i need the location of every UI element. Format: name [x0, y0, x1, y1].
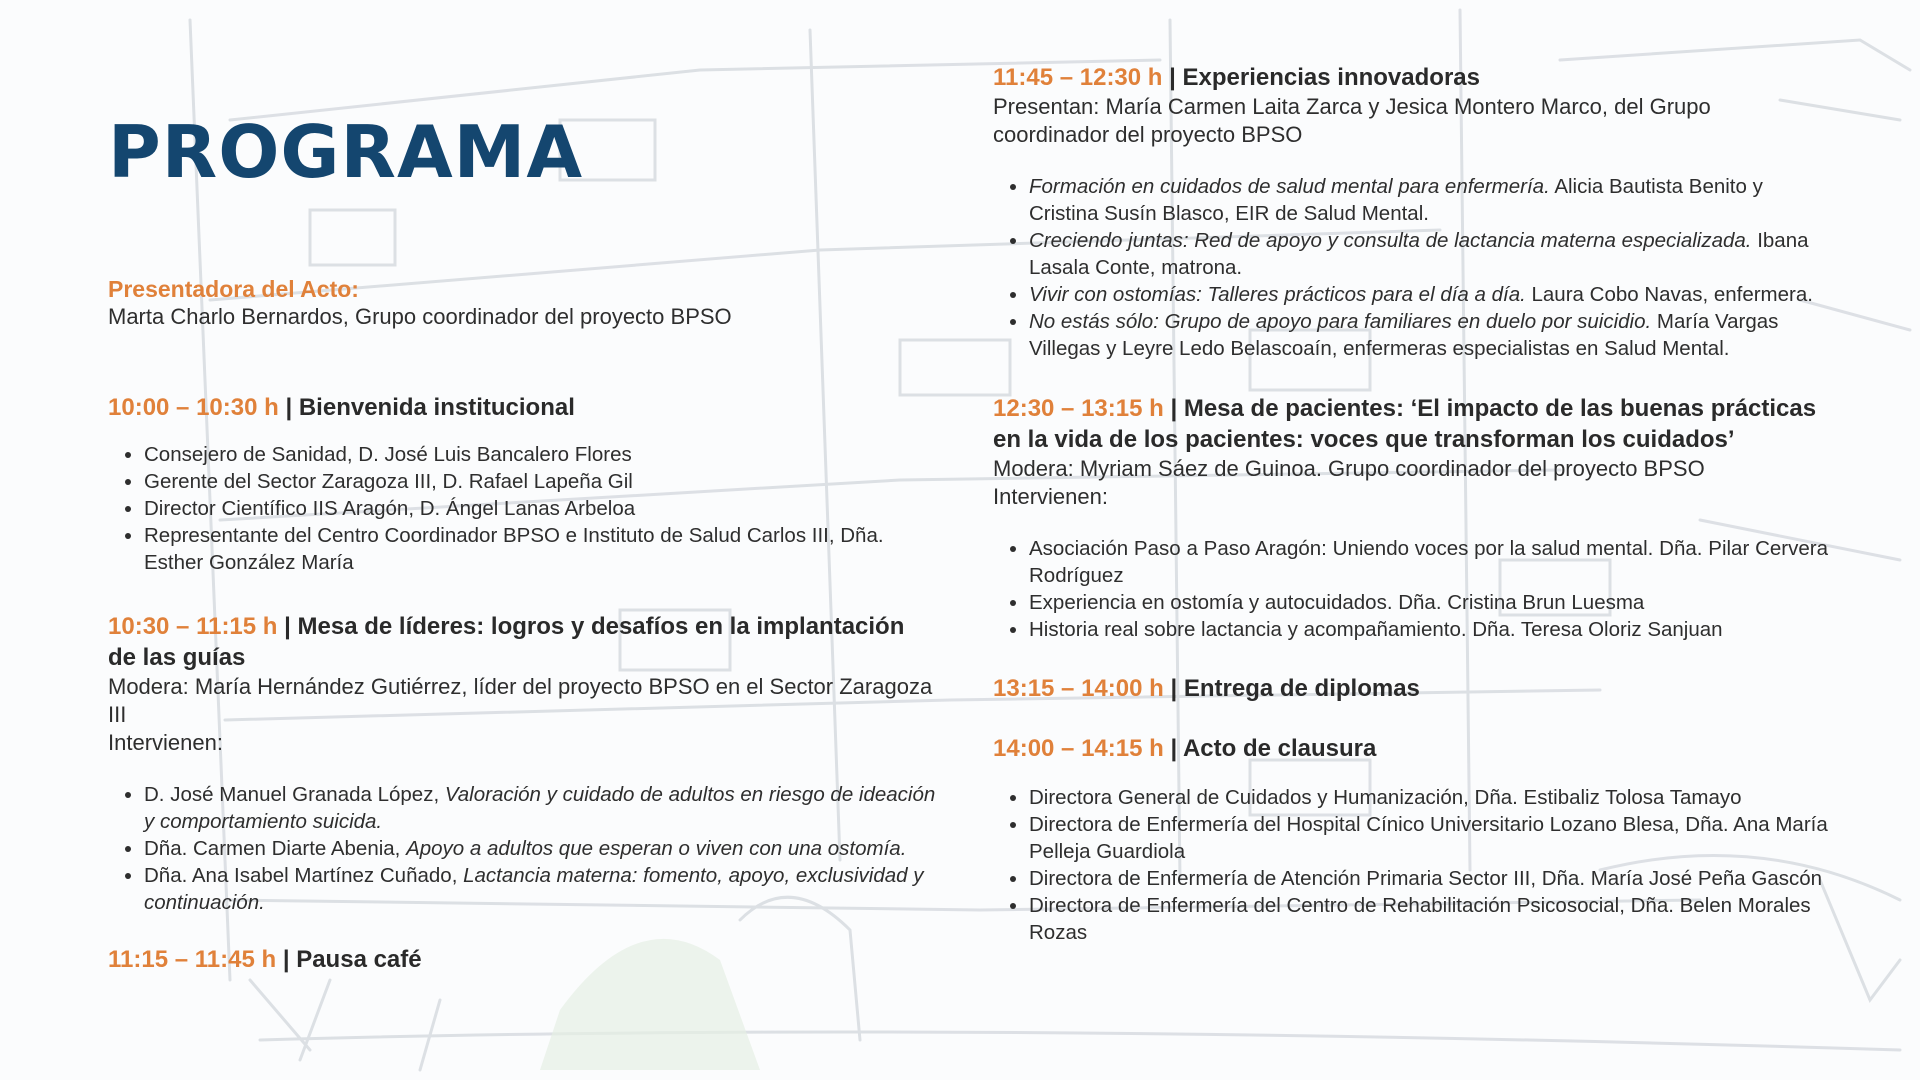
session-heading	[108, 944, 938, 975]
presenter-block	[108, 276, 938, 331]
list-item: • Director Científico IIS Aragón, D. Ángel Lanas Arbeloa	[144, 495, 938, 522]
session-title: Mesa de pacientes: ‘El impacto de las buenas prácticas en la vida de los pacientes: voces que transforman los cuidados’	[993, 395, 1817, 453]
speaker-name: D. José Manuel Granada López,	[144, 783, 445, 806]
experience-topic: Formación en cuidados de salud mental para enfermería.	[1029, 175, 1550, 198]
list-item	[144, 781, 938, 835]
session-moderator: Modera: María Hernández Gutiérrez, líder del proyecto BPSO en el Sector Zaragoza III	[108, 674, 933, 727]
presenter-label: Presentadora del Acto:	[108, 276, 359, 302]
session-block	[993, 62, 1828, 362]
session-block	[993, 733, 1828, 946]
session-separator: |	[1170, 395, 1178, 422]
experience-people: Alicia Bautista Benito y Cristina Susín Blasco, EIR de Salud Mental.	[1029, 175, 1763, 225]
session-title: Pausa café	[296, 946, 422, 973]
list-item	[1029, 173, 1828, 227]
speaker-name: Dña. Carmen Diarte Abenia,	[144, 837, 407, 860]
list-item: • Representante del Centro Coordinador BPSO e Instituto de Salud Carlos III, Dña. Esther González María	[144, 522, 938, 576]
list-item: • Directora de Enfermería del Hospital Cínico Universitario Lozano Blesa, Dña. Ana María Pelleja Guardiola	[1029, 811, 1828, 865]
speaker-list	[993, 784, 1828, 946]
session-title: Entrega de diplomas	[1183, 675, 1420, 702]
session-heading	[993, 62, 1828, 93]
session-block	[108, 611, 938, 916]
session-title: Acto de clausura	[1182, 735, 1377, 762]
session-time: 12:30 – 13:15 h	[993, 395, 1164, 422]
session-moderator: Modera: Myriam Sáez de Guinoa. Grupo coordinador del proyecto BPSO	[993, 456, 1705, 481]
session-time: 14:00 – 14:15 h	[993, 735, 1164, 762]
session-separator: |	[1170, 735, 1178, 762]
experience-topic: Creciendo juntas: Red de apoyo y consulta de lactancia materna especializada.	[1029, 229, 1752, 252]
session-separator: |	[284, 613, 291, 640]
list-item: • Experiencia en ostomía y autocuidados. Dña. Cristina Brun Luesma	[1029, 589, 1828, 616]
speaker-topic: Valoración y cuidado de adultos en riesgo de ideación y comportamiento suicida.	[144, 783, 936, 833]
session-heading	[108, 611, 938, 673]
list-item: • Directora General de Cuidados y Humanización, Dña. Estibaliz Tolosa Tamayo	[1029, 784, 1828, 811]
experience-people: Ibana Lasala Conte, matrona.	[1029, 229, 1809, 279]
list-item	[1029, 308, 1828, 362]
experience-topic: No estás sólo: Grupo de apoyo para familiares en duelo por suicidio.	[1029, 310, 1652, 333]
experience-people: María Vargas Villegas y Leyre Ledo Belascoaín, enfermeras especialistas en Salud Mental.	[1029, 310, 1779, 360]
session-title: Bienvenida institucional	[298, 394, 575, 421]
experience-people: Laura Cobo Navas, enfermera.	[1525, 283, 1813, 306]
session-time: 11:15 – 11:45 h	[108, 946, 277, 973]
speaker-list	[993, 535, 1828, 643]
session-separator: |	[1170, 675, 1178, 702]
session-time: 10:00 – 10:30 h	[108, 394, 279, 421]
list-item: • Asociación Paso a Paso Aragón: Uniendo voces por la salud mental. Dña. Pilar Cervera Rodríguez	[1029, 535, 1828, 589]
session-block	[993, 673, 1828, 704]
session-block	[108, 944, 938, 975]
list-item: • Directora de Enfermería de Atención Primaria Sector III, Dña. María José Peña Gascón	[1029, 865, 1828, 892]
page-title: PROGRAMA	[108, 110, 584, 194]
experience-list	[993, 173, 1828, 362]
session-title: Mesa de líderes: logros y desafíos en la implantación de las guías	[108, 613, 905, 671]
list-item: • Directora de Enfermería del Centro de Rehabilitación Psicosocial, Dña. Belen Morales Rozas	[1029, 892, 1828, 946]
session-separator: |	[285, 394, 293, 421]
list-item	[144, 835, 938, 862]
session-separator: |	[282, 946, 290, 973]
session-title: Experiencias innovadoras	[1182, 64, 1480, 91]
speaker-topic: Lactancia materna: fomento, apoyo, exclusividad y continuación.	[144, 864, 924, 914]
session-heading	[108, 392, 938, 423]
speaker-list	[108, 781, 938, 916]
session-presenters: Presentan: María Carmen Laita Zarca y Jesica Montero Marco, del Grupo coordinador del proyecto BPSO	[993, 94, 1711, 147]
list-item: • Consejero de Sanidad, D. José Luis Bancalero Flores	[144, 441, 938, 468]
speaker-list	[108, 441, 938, 576]
session-separator: |	[1169, 64, 1176, 91]
session-heading	[993, 673, 1828, 704]
session-time: 13:15 – 14:00 h	[993, 675, 1164, 702]
presenter-name: Marta Charlo Bernardos, Grupo coordinador del proyecto BPSO	[108, 304, 732, 329]
list-item	[1029, 227, 1828, 281]
speaker-topic: Apoyo a adultos que esperan o viven con una ostomía.	[406, 837, 907, 860]
experience-topic: Vivir con ostomías: Talleres prácticos para el día a día.	[1029, 283, 1526, 306]
session-block	[108, 392, 938, 576]
session-block	[993, 393, 1828, 643]
session-heading	[993, 733, 1828, 764]
session-heading	[993, 393, 1828, 455]
intervienen-label: Intervienen:	[993, 484, 1108, 509]
list-item: • Historia real sobre lactancia y acompañamiento. Dña. Teresa Oloriz Sanjuan	[1029, 616, 1828, 643]
list-item	[1029, 281, 1828, 308]
session-time: 11:45 – 12:30 h	[993, 64, 1163, 91]
list-item	[144, 862, 938, 916]
speaker-name: Dña. Ana Isabel Martínez Cuñado,	[144, 864, 464, 887]
intervienen-label: Intervienen:	[108, 730, 223, 755]
session-time: 10:30 – 11:15 h	[108, 613, 278, 640]
list-item: • Gerente del Sector Zaragoza III, D. Rafael Lapeña Gil	[144, 468, 938, 495]
